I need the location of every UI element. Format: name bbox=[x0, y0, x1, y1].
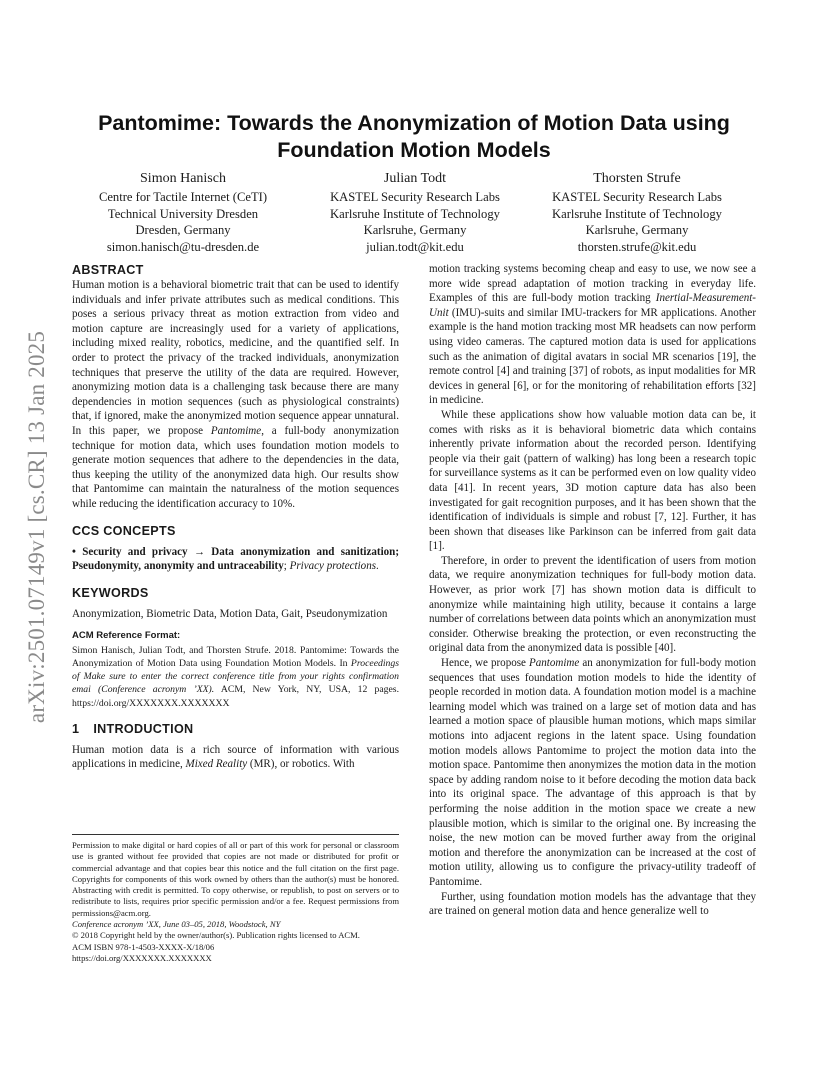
author-card bbox=[300, 170, 530, 255]
abstract-text: Human motion is a behavioral biometric trait that can be used to identify individuals and infer private attributes such as medical conditions. This poses a serious privacy threat as motion extraction from video and motion capture are increasingly used for a variety of applications, including mixed reality, robotics, medicine, and the quantified self. In order to protect the privacy of the tracked individuals, anonymization techniques that preserve the utility of the data are required. However, anonymizing motion data is a challenging task because there are many dependencies in motion sequences (such as physiological constraints) that, if ignored, make the anonymized motion sequence appear unnatural. In this paper, we propose Pantomime, a full-body anonymization technique for motion data, which uses foundation motion models to generate motion sequences that adhere to the dependencies in the data, thus keeping the utility of the anonymized data high. Our results show that Pantomime can maintain the naturalness of the motion sequences while reducing the identification accuracy to 10%. bbox=[72, 279, 400, 510]
introduction-paragraph: Further, using foundation motion models has the advantage that they are trained on general motion data and hence generalize well to bbox=[429, 890, 756, 918]
author-affiliation: Centre for Tactile Internet (CeTI) bbox=[98, 190, 268, 204]
isbn-line: ACM ISBN 978-1-4503-XXXX-X/18/06 bbox=[72, 941, 215, 952]
author-name: Simon Hanisch bbox=[140, 171, 226, 186]
author-email[interactable]: simon.hanisch@tu-dresden.de bbox=[106, 239, 260, 254]
author-email[interactable]: julian.todt@kit.edu bbox=[366, 239, 464, 254]
section-number: 1 bbox=[72, 721, 80, 736]
author-block bbox=[72, 170, 768, 260]
right-column bbox=[429, 262, 756, 919]
title-line-2: Foundation Motion Models bbox=[277, 138, 551, 162]
introduction-paragraph: motion tracking systems becoming cheap and easy to use, we now see a more wide spread adaptation of motion tracking in everyday life. Examples of this are full-body motion tracking Inertial-Measurement-Unit (IMU)-suits and similar IMU-trackers for MR applications. Another example is the hand motion tracking most MR headsets can now perform using video cameras. The captured motion data is used for applications such as the animation of digital avatars in social MR scenarios [19], the remote control [4] and training [37] of robots, as input modalities for MR devices in general [6], or for the monitoring of rehabilitation efforts [32] in medicine. bbox=[429, 263, 756, 407]
author-card bbox=[522, 170, 752, 255]
author-location: Karlsruhe, Germany bbox=[585, 223, 689, 237]
author-location: Karlsruhe, Germany bbox=[363, 223, 467, 237]
author-location: Dresden, Germany bbox=[135, 223, 231, 237]
author-card bbox=[68, 170, 298, 255]
introduction-paragraph: Hence, we propose Pantomime an anonymization for full-body motion sequences that uses foundation motion models to hide the identity of people recorded in motion data. A foundation motion model is a machine learning model which was trained on a large set of motion data and has learned a motion space of plausible human motions, which maps similar motions into adjacent regions in the latent space. Using foundation motion models allows Pantomime to project the motion data into the motion space. Pantomime then anonymizes the motion data in the motion space by adding random noise to it before decoding the motion data back into its original space. The advantage of this approach is that by performing the noise addition in the motion space we create a new plausible motion, which is similar to the original one. By increasing the noise, the new motion can be moved further away from the original motion and therefore the anonymization can be increased at the cost of motion utility, allowing us to configure the privacy-utility tradeoff of Pantomime. bbox=[429, 657, 756, 888]
introduction-paragraph: Human motion data is a rich source of information with various applications in medicine, Mixed Reality (MR), or robotics. With bbox=[72, 743, 399, 771]
author-affiliation: KASTEL Security Research Labs bbox=[330, 190, 500, 204]
author-name: Julian Todt bbox=[383, 171, 447, 186]
author-email[interactable]: thorsten.strufe@kit.edu bbox=[577, 239, 697, 254]
acm-reference-text: Simon Hanisch, Julian Todt, and Thorsten Strufe. 2018. Pantomime: Towards the Anonymization of Motion Data using Foundation Motion Models. In Proceedings of Make sure to enter the correct conference title from your rights confirmation emai (Conference acronym ’XX). ACM, New York, NY, USA, 12 pages. https://doi.org/XXXXXXX.XXXXXXX bbox=[72, 644, 399, 709]
author-name: Thorsten Strufe bbox=[593, 171, 681, 186]
introduction-paragraph: Therefore, in order to prevent the identification of users from motion data, we require anonymization techniques for full-body motion data. However, as prior work [7] has shown motion data is difficult to anonymize while maintaining high utility, because it contains a large number of correlations between data points which an anonymization must consider. Otherwise breaking the protection, or even reconstructing the original data from the anonymized data is possible [40]. bbox=[429, 554, 756, 655]
doi-line[interactable]: https://doi.org/XXXXXXX.XXXXXXX bbox=[72, 952, 212, 963]
copyright-footnote bbox=[72, 834, 399, 964]
copyright-line: © 2018 Copyright held by the owner/author(s). Publication rights licensed to ACM. bbox=[72, 930, 360, 941]
arxiv-sidebar-stamp bbox=[22, 292, 52, 762]
introduction-heading: 1 INTRODUCTION bbox=[72, 721, 194, 736]
title-line-1: Pantomime: Towards the Anonymization of Motion Data using bbox=[98, 111, 730, 135]
keywords-heading: KEYWORDS bbox=[72, 585, 149, 600]
introduction-paragraph: While these applications show how valuable motion data can be, it comes with risks as it is behavioral biometric data which contains inherently private information about the recorded person. Identifying people via their gait (pattern of walking) has long been a research topic for surveillance systems as it can be performed even on low quality video data [41]. In recent years, 3D motion capture data has also been investigated for gait recognition purposes, and it has been shown that the identification of individuals is simple and robust [7, 12]. Further, it has been shown that diseases like Parkinson can be inferred from gait data [1]. bbox=[429, 408, 756, 553]
author-affiliation: KASTEL Security Research Labs bbox=[552, 190, 722, 204]
arxiv-stamp-text: arXiv:2501.07149v1 [cs.CR] 13 Jan 2025 bbox=[24, 330, 49, 724]
ccs-concepts-text: • Security and privacy → Data anonymization and sanitization; Pseudonymity, anonymity and untraceability; Privacy protections. bbox=[72, 545, 399, 573]
abstract-heading: ABSTRACT bbox=[72, 263, 144, 277]
author-affiliation: Technical University Dresden bbox=[107, 206, 259, 221]
left-column bbox=[72, 262, 399, 772]
ccs-heading: CCS CONCEPTS bbox=[72, 523, 176, 538]
author-affiliation: Karlsruhe Institute of Technology bbox=[552, 206, 722, 221]
keywords-text: Anonymization, Biometric Data, Motion Data, Gait, Pseudonymization bbox=[72, 607, 388, 620]
permission-notice: Permission to make digital or hard copies of all or part of this work for personal or classroom use is granted without fee provided that copies are not made or distributed for profit or commercial advantage and that copies bear this notice and the full citation on the first page. Copyrights for components of this work owned by others than the author(s) must be honored. Abstracting with credit is permitted. To copy otherwise, or republish, to post on servers or to redistribute to lists, requires prior specific permission and/or a fee. Request permissions from permissions@acm.org. bbox=[72, 840, 399, 918]
paper-title bbox=[60, 110, 768, 164]
conference-line: Conference acronym ’XX, June 03–05, 2018, Woodstock, NY bbox=[72, 919, 281, 930]
acm-reference-heading: ACM Reference Format: bbox=[72, 630, 181, 642]
author-affiliation: Karlsruhe Institute of Technology bbox=[330, 206, 500, 221]
